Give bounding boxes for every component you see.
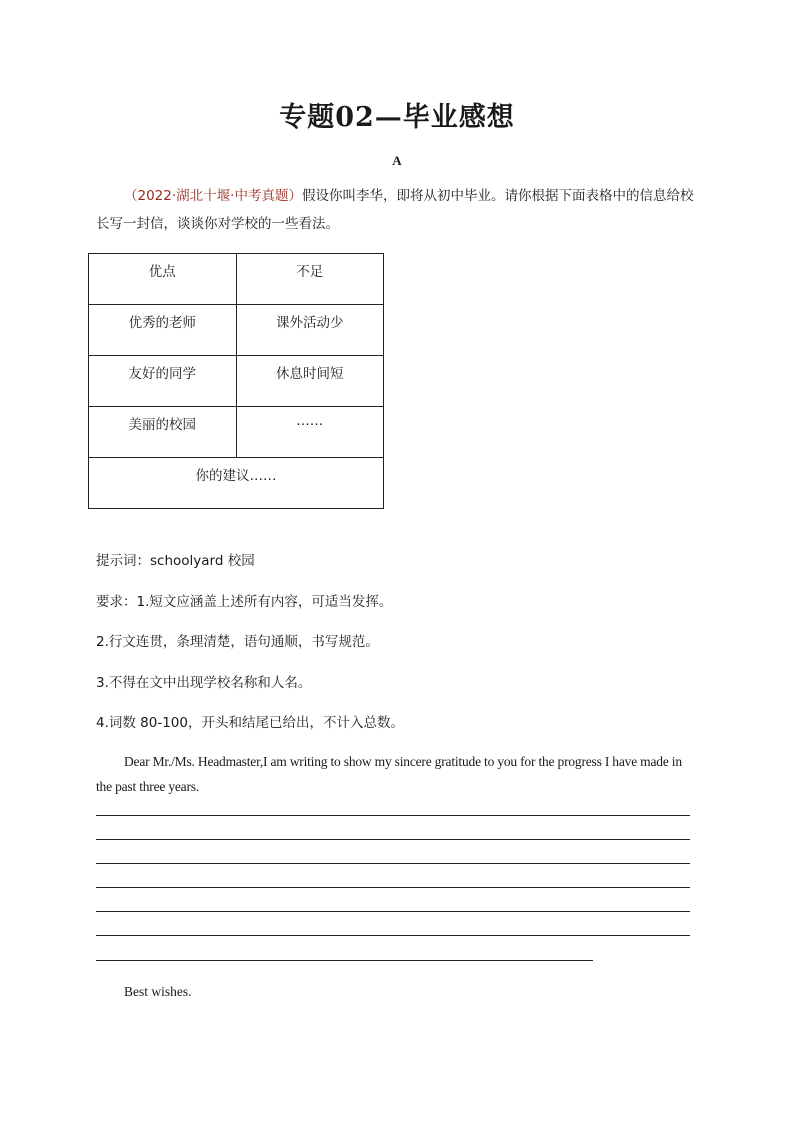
essay-opening: Dear Mr./Ms. Headmaster,I am writing to show my sincere gratitude to you for the progress I have made in the past three years.	[96, 754, 682, 794]
table-cell: 休息时间短	[236, 356, 384, 407]
table-cell: 优点	[89, 254, 237, 305]
table-cell: ……	[236, 407, 384, 458]
writing-line	[96, 815, 690, 816]
table-row	[89, 407, 384, 458]
requirement-item: 3.不得在文中出现学校名称和人名。	[96, 675, 312, 691]
section-label: A	[392, 153, 402, 168]
info-table	[88, 253, 384, 509]
table-cell: 友好的同学	[89, 356, 237, 407]
writing-line	[96, 863, 690, 864]
requirement-item: 4.词数 80-100，开头和结尾已给出，不计入总数。	[96, 715, 404, 731]
writing-line	[96, 960, 593, 961]
writing-line	[96, 911, 690, 912]
table-cell: 课外活动少	[236, 305, 384, 356]
prompt-text: 假设你叫李华，即将从初中毕业。请你根据下面表格中的信息给校长写一封信，谈谈你对学校的一些看法。	[96, 188, 694, 232]
page-title: 专题02—毕业感想	[279, 102, 515, 133]
table-cell: 不足	[236, 254, 384, 305]
table-header-row	[89, 254, 384, 305]
table-cell: 优秀的老师	[89, 305, 237, 356]
requirement-item: 2.行文连贯，条理清楚，语句通顺，书写规范。	[96, 634, 379, 650]
table-cell: 美丽的校园	[89, 407, 237, 458]
table-row	[89, 356, 384, 407]
table-cell: 你的建议……	[89, 458, 384, 509]
table-footer-row	[89, 458, 384, 509]
writing-line	[96, 887, 690, 888]
table-row	[89, 305, 384, 356]
closing-text: Best wishes.	[124, 984, 192, 999]
requirement-item: 要求：1.短文应涵盖上述所有内容，可适当发挥。	[96, 594, 393, 610]
hint-text: 提示词：schoolyard 校园	[96, 553, 255, 569]
question-source: （2022·湖北十堰·中考真题）	[124, 188, 302, 204]
prompt-paragraph	[96, 182, 696, 238]
writing-line	[96, 839, 690, 840]
writing-line	[96, 935, 690, 936]
